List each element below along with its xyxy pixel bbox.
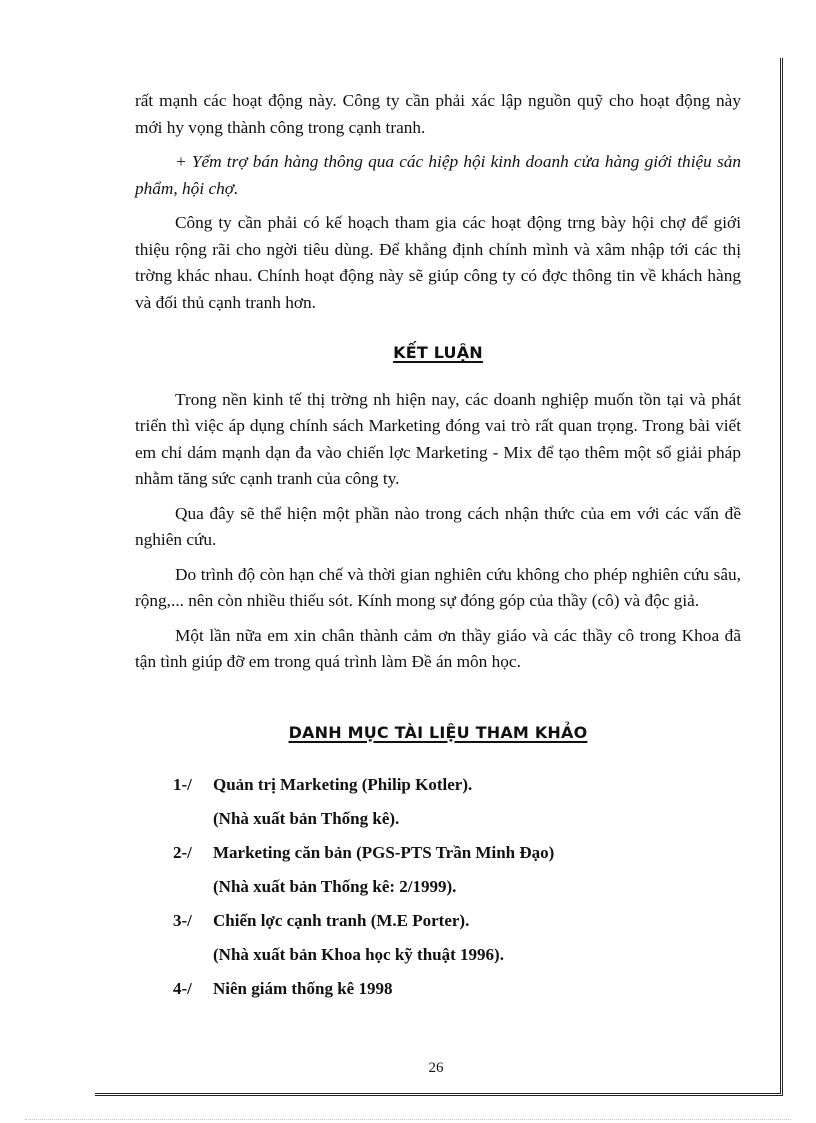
reference-publisher: (Nhà xuất bản Khoa học kỹ thuật 1996). (213, 944, 504, 964)
conclusion-paragraph: Do trình độ còn hạn chế và thời gian nghiên cứu không cho phép nghiên cứu sâu, rộng,... nên còn nhiều thiếu sót. Kính mong sự đóng góp của thầy (cô) và độc giả. (135, 564, 741, 610)
page-number: 26 (428, 1060, 444, 1076)
conclusion-paragraph: Qua đây sẽ thể hiện một phần nào trong cách nhận thức của em với các vấn đề nghiên cứu. (135, 503, 741, 549)
reference-number: 3-/ (173, 910, 192, 930)
paragraph-support-sales: + Yểm trợ bán hàng thông qua các hiệp hội kinh doanh cửa hàng giới thiệu sản phẩm, hội chợ. (135, 152, 741, 198)
reference-title: Quản trị Marketing (Philip Kotler). (213, 774, 473, 794)
reference-number: 2-/ (173, 842, 192, 862)
reference-title: Chiến lợc cạnh tranh (M.E Porter). (213, 910, 470, 930)
reference-title: Niên giám thống kê 1998 (213, 978, 393, 998)
conclusion-paragraph: Một lần nữa em xin chân thành cảm ơn thầy giáo và các thầy cô trong Khoa đã tận tình giúp đỡ em trong quá trình làm Đề án môn học. (135, 625, 741, 671)
reference-title: Marketing căn bản (PGS-PTS Trần Minh Đạo) (213, 842, 555, 862)
reference-publisher: (Nhà xuất bản Thống kê: 2/1999). (213, 876, 457, 896)
conclusion-paragraph: Trong nền kinh tế thị trờng nh hiện nay, các doanh nghiệp muốn tồn tại và phát triển thì việc áp dụng chính sách Marketing đóng vai trò rất quan trọng. Trong bài viết em chỉ dám mạnh dạn đa vào chiến lợc Marketing - Mix để tạo thêm một số giải pháp nhằm tăng sức cạnh tranh của công ty. (135, 389, 741, 488)
reference-item (173, 768, 741, 802)
reference-number: 1-/ (173, 774, 192, 794)
reference-number: 4-/ (173, 978, 192, 998)
paragraph-trade-fair: Công ty cần phải có kế hoạch tham gia các hoạt động trng bày hội chợ để giới thiệu rộng rãi cho ngời tiêu dùng. Để khẳng định chính mình và xâm nhập tới các thị trờng khác nhau. Chính hoạt động này sẽ giúp công ty có đợc thông tin về khách hàng và đối thủ cạnh tranh hơn. (135, 213, 741, 312)
reference-item (173, 904, 741, 938)
reference-item (173, 836, 741, 870)
reference-list (173, 768, 741, 1006)
paragraph-continuation: rất mạnh các hoạt động này. Công ty cần phải xác lập nguồn quỹ cho hoạt động này mới hy vọng thành công trong cạnh tranh. (135, 91, 741, 137)
conclusion-heading: KẾT LUẬN (393, 343, 483, 362)
references-heading: DANH MỤC TÀI LIỆU THAM KHẢO (288, 722, 588, 742)
page-content (135, 88, 741, 1006)
page-bottom-divider (25, 1119, 791, 1120)
reference-publisher: (Nhà xuất bản Thống kê). (213, 808, 400, 828)
reference-item (173, 972, 741, 1006)
